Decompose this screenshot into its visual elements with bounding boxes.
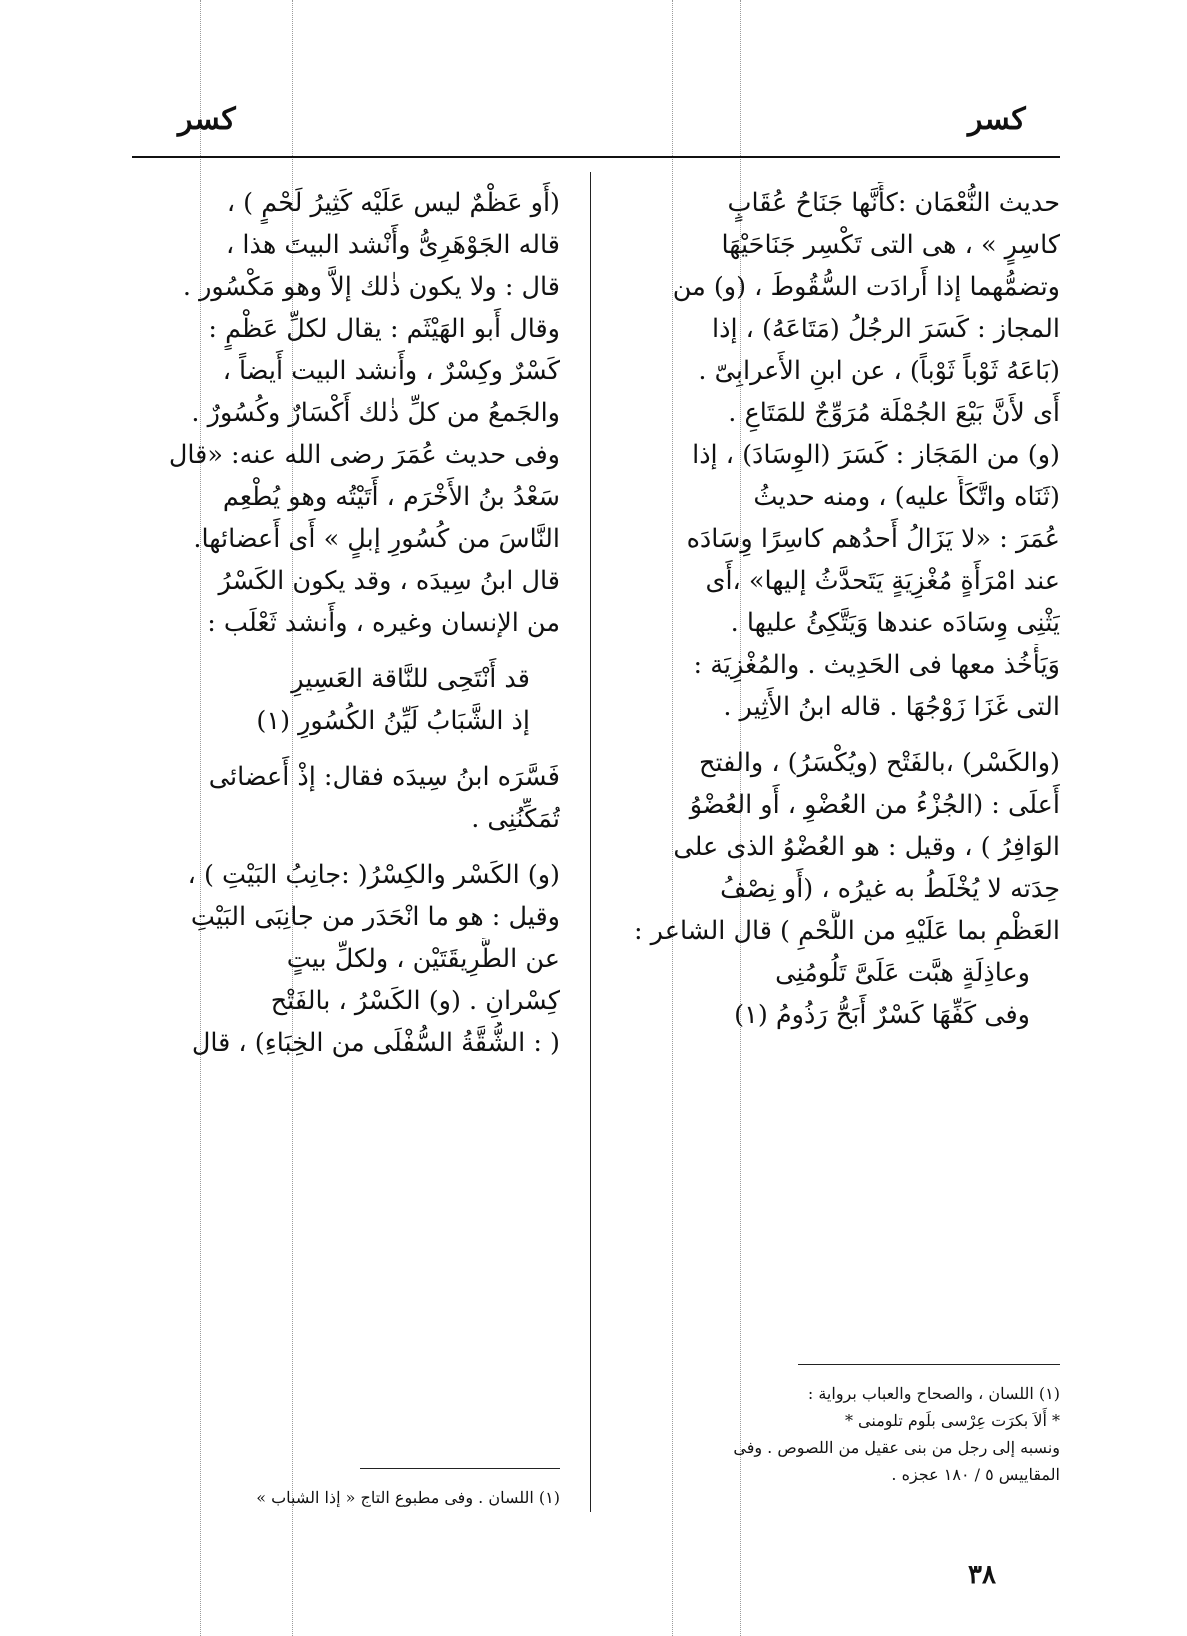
text-line: الوَافِرُ ) ، وقيل : هو العُضْوُ الذى على <box>673 832 1060 862</box>
text-line: من الإنسان وغيره ، وأَنشد ثَعْلَب : <box>207 608 560 638</box>
text-line: فَسَّرَه ابنُ سِيدَه فقال: إذْ أَعضائى <box>208 762 560 792</box>
text-line: وفى حديث عُمَرَ رضى الله عنه: «قال <box>168 440 560 470</box>
text-line: ( : الشُّقَّةُ السُّفْلَى من الخِبَاءِ) ، قال <box>191 1028 560 1058</box>
page-number: ٣٨ <box>968 1560 996 1590</box>
footnote-line: المقاييس ٥ / ١٨٠ عجزه . <box>891 1465 1060 1484</box>
footnote-line: (١) اللسان . وفى مطبوع التاج « إذا الشباب » <box>256 1488 560 1507</box>
verse-line: إذ الشَّبَابُ لَيِّنُ الكُسُورِ (١) <box>256 706 530 736</box>
header-rule <box>132 156 1060 158</box>
text-line: (و) الكَسْر والكِسْرُ( :جانِبُ البَيْتِ ) ، <box>187 860 560 890</box>
paragraph-gap <box>140 644 560 658</box>
right-column <box>634 182 1060 1036</box>
text-line: وقيل : هو ما انْحَدَر من جانِبَى البَيْتِ <box>190 902 560 932</box>
text-line: كاسِرٍ » ، هى التى تَكْسِر جَنَاحَيْهَا <box>721 230 1060 260</box>
text-line: التى غَزَا زَوْجُهَا . قاله ابنُ الأَثِير . <box>723 692 1060 722</box>
text-line: يَثْنِى وِسَادَه عندها وَيَتَّكِئُ عليها . <box>730 608 1060 638</box>
text-line: وتضمُّهما إذا أَرادَت السُّقُوطَ ، (و) من <box>672 272 1060 302</box>
text-line: المجاز : كَسَرَ الرجُلُ (مَتَاعَهُ) ، إذا <box>712 314 1060 344</box>
text-line: عند امْرَأَةٍ مُغْزِيَةٍ يَتَحدَّثُ إليها» ،أَى <box>705 566 1060 596</box>
text-line: النَّاسَ من كُسُورِ إبلٍ » أَى أَعضائها. <box>193 524 560 554</box>
text-line: (و) من المَجَاز : كَسَرَ (الوِسَادَ) ، إذا <box>692 440 1060 470</box>
text-line: حِدَته لا يُخْلَطُ به غيرُه ، (أَو نِصْفُ <box>720 874 1060 904</box>
running-header-left: كسر <box>178 102 236 137</box>
text-line: عُمَرَ : «لا يَزَالُ أَحدُهم كاسِرًا وِسَادَه <box>686 524 1060 554</box>
running-header-right: كسر <box>968 102 1026 137</box>
verse-line: وفى كَفِّهَا كَسْرٌ أَبَحُّ رَذُومُ (١) <box>734 1000 1030 1030</box>
text-line: (والكَسْر) ،بالفَتْح (ويُكْسَرُ) ، والفتح <box>699 748 1060 778</box>
footnote-rule <box>360 1468 560 1469</box>
footnote-rule <box>798 1364 1060 1365</box>
text-line: قال ابنُ سِيدَه ، وقد يكون الكَسْرُ <box>218 566 560 596</box>
text-line: تُمَكِّنُنِى . <box>471 804 560 834</box>
paragraph-gap <box>140 840 560 854</box>
verse-line: وعاذِلَةٍ هبَّت عَلَىَّ تَلُومُنِى <box>775 958 1030 988</box>
paragraph-gap <box>140 742 560 756</box>
footnote-right <box>634 1380 1060 1488</box>
text-line: أَعلَى : (الجُزْءُ من العُضْوِ ، أَو العُضْوُ <box>689 790 1060 820</box>
footnote-line: * أَلاَ بكرَت عِرْسى بلَوم تلومنى * <box>844 1411 1060 1430</box>
verse-line: قد أَنْتَحِى للنَّاقة العَسِيرِ <box>291 664 530 694</box>
text-line: كِسْرانِ . (و) الكَسْرُ ، بالفَتْح <box>270 986 560 1016</box>
text-line: حديث النُّعْمَان :كأَنَّها جَنَاحُ عُقَابٍ <box>727 188 1060 218</box>
footnote-line: ونسبه إلى رجل من بنى عقيل من اللصوص . وفى <box>733 1438 1060 1457</box>
column-divider <box>590 172 591 1512</box>
text-line: وَيَأْخُذ معها فى الحَدِيث . والمُغْزِيَة : <box>693 650 1060 680</box>
text-line: عن الطَّرِيقَتَيْن ، ولكلِّ بيتٍ <box>286 944 560 974</box>
text-line: (ثَنَاه واتَّكَأَ عليه) ، ومنه حديثُ <box>753 482 1060 512</box>
text-line: العَظْمِ بما عَلَيْهِ من اللَّحْمِ ) قال الشاعر : <box>634 916 1060 946</box>
paragraph-gap <box>634 728 1060 742</box>
text-line: والجَمعُ من كلِّ ذٰلك أَكْسَارٌ وكُسُورٌ . <box>191 398 560 428</box>
left-column <box>140 182 560 1064</box>
text-line: سَعْدُ بنُ الأَخْرَم ، أَتَيْتُه وهو يُطْعِم <box>222 482 560 512</box>
text-line: أَى لأَنَّ بَيْعَ الجُمْلَة مُرَوِّجٌ للمَتَاعِ . <box>728 398 1060 428</box>
text-line: (بَاعَهُ ثَوْباً ثَوْباً) ، عن ابنِ الأَعرابِىّ . <box>698 356 1060 386</box>
footnote-line: (١) اللسان ، والصحاح والعباب برواية : <box>807 1384 1060 1403</box>
text-line: قال : ولا يكون ذٰلك إلاَّ وهو مَكْسُور . <box>182 272 560 302</box>
text-line: كَسْرٌ وكِسْرٌ ، وأَنشد البيت أَيضاً ، <box>222 356 560 386</box>
text-line: وقال أَبو الهَيْثَم : يقال لكلِّ عَظْمٍ : <box>208 314 560 344</box>
text-line: قاله الجَوْهَرِىُّ وأَنْشد البيتَ هذا ، <box>226 230 560 260</box>
text-line: (أَو عَظْمٌ ليس عَلَيْه كَثِيرُ لَحْمٍ ) ، <box>226 188 560 218</box>
footnote-left <box>244 1484 560 1511</box>
